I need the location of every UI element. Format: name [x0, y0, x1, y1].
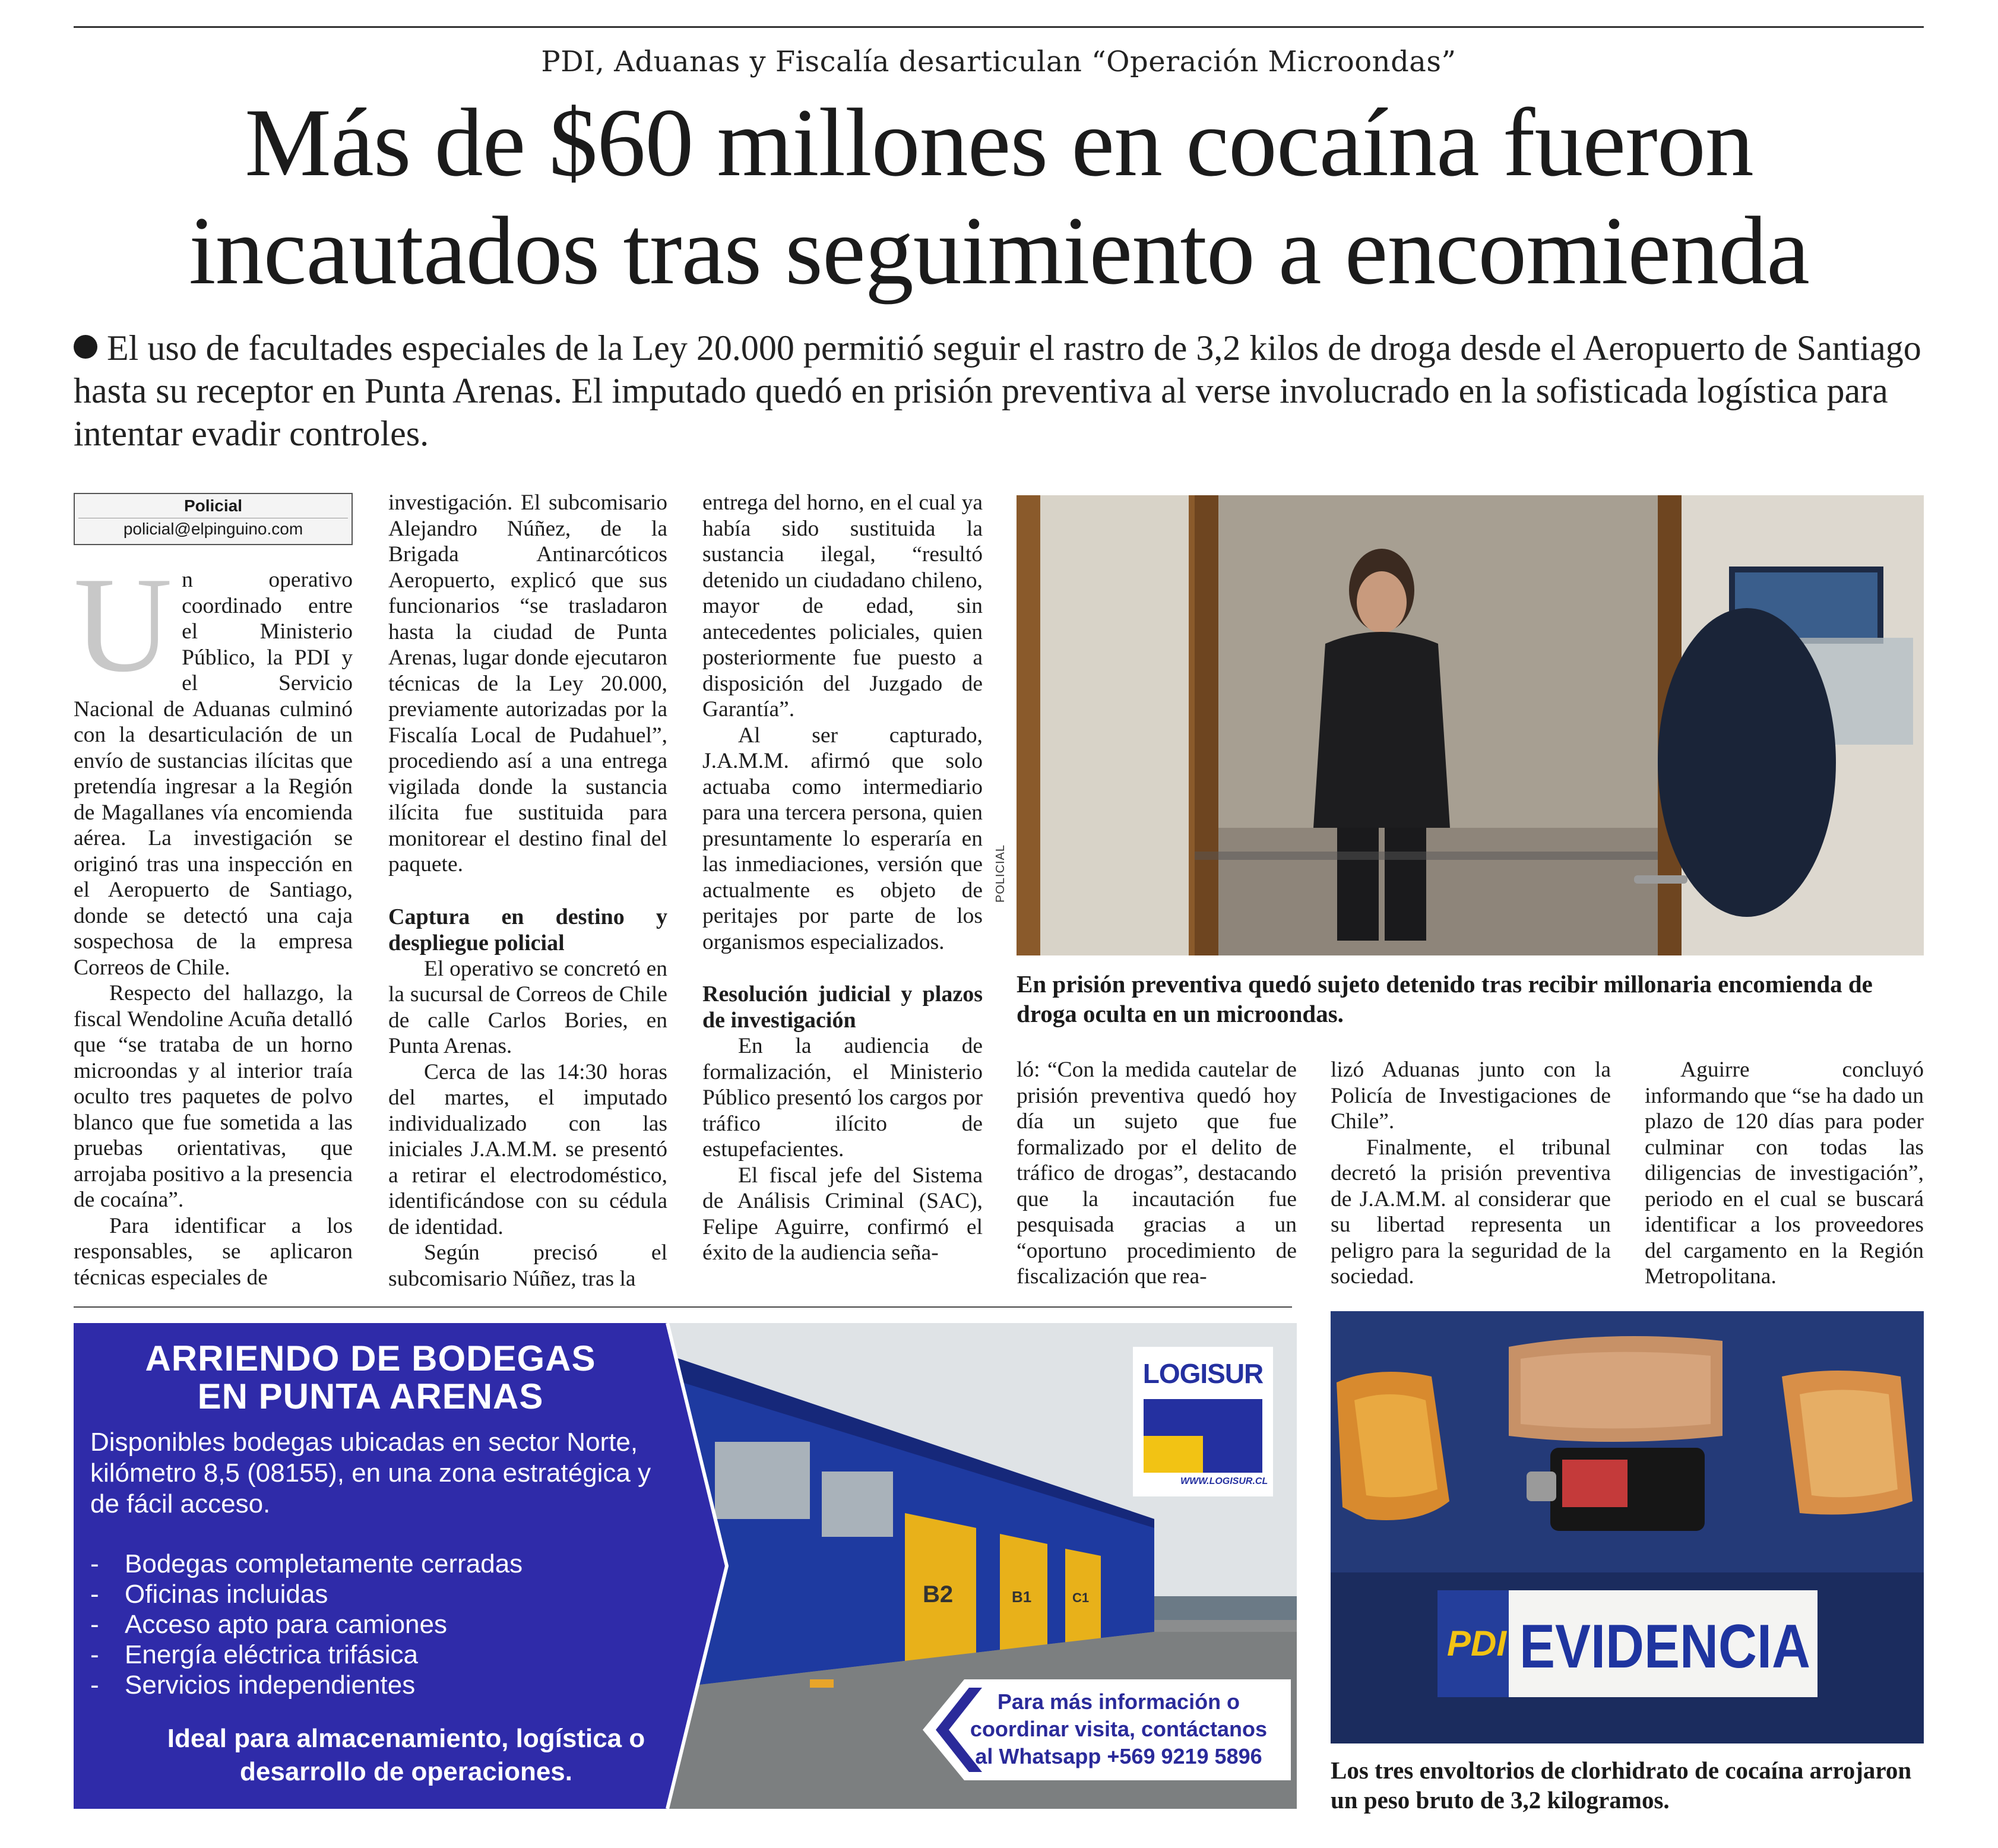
- bay-label: B2: [923, 1581, 954, 1607]
- subheading: Resolución judicial y plazos de investigación: [702, 982, 983, 1033]
- list-item: - Energía eléctrica trifásica: [90, 1640, 684, 1670]
- warehouse-advertisement: [74, 1323, 1297, 1809]
- contact-text: Para más información o coordinar visita, contáctanos al Whatsapp +569 9219 5896: [970, 1689, 1268, 1768]
- article-column-5: [1331, 1057, 1611, 1290]
- paragraph: lizó Aduanas junto con la Policía de Investigaciones de Chile”.: [1331, 1058, 1611, 1134]
- photo-caption: Los tres envoltorios de clorhidrato de cocaína arrojaron un peso bruto de 3,2 kilogramos.: [1331, 1757, 1912, 1814]
- bay-label: C1: [1072, 1590, 1090, 1605]
- paragraph: Al ser capturado, J.A.M.M. afirmó que solo actuaba como intermediario para una tercera persona, quien presuntamente lo esperaría en las inmediaciones, versión que actualmente es objeto de peritajes por parte de los organismos especializados.: [702, 723, 983, 954]
- courtroom-illustration: [1017, 495, 1924, 955]
- article-column-6: [1645, 1057, 1924, 1290]
- list-item: - Acceso apto para camiones: [90, 1609, 684, 1640]
- bay-label: B1: [1012, 1588, 1032, 1606]
- subheading: Captura en destino y despliegue policial: [388, 904, 667, 955]
- article-column-3: [702, 490, 983, 1266]
- article-kicker: PDI, Aduanas y Fiscalía desarticulan “Operación Microondas”: [541, 45, 1456, 78]
- drop-cap: U: [74, 549, 173, 700]
- list-item: - Oficinas incluidas: [90, 1579, 684, 1609]
- ad-tagline: Ideal para almacenamiento, logística o desarrollo de operaciones.: [167, 1724, 645, 1786]
- pdi-badge-text: PDI: [1447, 1624, 1507, 1663]
- logo-url: WWW.LOGISUR.CL: [1180, 1476, 1268, 1486]
- paragraph: El operativo se concretó en la sucursal de Correos de Chile de calle Carlos Bories, en Punta Arenas.: [388, 956, 667, 1058]
- paragraph: ló: “Con la medida cautelar de prisión preventiva quedó hoy día un sujeto que fue formalizado por el delito de tráfico de drogas”, destacando que la incautación fue pesquisada gracias a un “oportuno procedimiento de fiscalización que rea-: [1017, 1058, 1297, 1289]
- logo-wordmark: LOGISUR: [1142, 1358, 1264, 1389]
- article-column-2: [388, 490, 667, 1292]
- top-rule: [74, 26, 1924, 28]
- paragraph: Aguirre concluyó informando que “se ha dado un plazo de 120 días para poder culminar con todas las diligencias de investigación”, periodo en el cual se buscará identificar a los proveedores del cargamento en la Región Metropolitana.: [1645, 1058, 1924, 1289]
- author-email: policial@elpinguino.com: [78, 518, 348, 539]
- paragraph: n operativo coordinado entre el Ministerio Público, la PDI y el Servicio Nacional de Aduanas culminó con la desarticulación de un envío de sustancias ilícitas que pretendía ingresar a la Región de Magallanes vía encomienda aérea. La investigación se originó tras una inspección en el Aeropuerto de Santiago, donde se detectó una caja sospechosa de la empresa Correos de Chile.: [74, 568, 353, 980]
- article-lead: [74, 327, 1924, 455]
- list-item: - Bodegas completamente cerradas: [90, 1549, 684, 1579]
- logo-mark: [1144, 1399, 1262, 1473]
- headline-line-1: Más de $60 millones en cocaína fueron: [245, 89, 1753, 197]
- courtroom-photo: [1017, 495, 1924, 955]
- ad-description: Disponibles bodegas ubicadas en sector Norte, kilómetro 8,5 (08155), en una zona estratégica y de fácil acceso.: [90, 1428, 651, 1518]
- section-label: Policial: [183, 496, 243, 515]
- paragraph: El fiscal jefe del Sistema de Análisis Criminal (SAC), Felipe Aguirre, confirmó el éxito de la audiencia seña-: [702, 1163, 983, 1265]
- ad-feature-list: [90, 1549, 684, 1700]
- bullet-icon: [74, 335, 97, 359]
- photo-caption: En prisión preventiva quedó sujeto detenido tras recibir millonaria encomienda de droga oculta en un microondas.: [1017, 970, 1873, 1027]
- paragraph: Cerca de las 14:30 horas del martes, el imputado individualizado con las iniciales J.A.M.M. se presentó a retirar el electrodoméstico, identificándose con su cédula de identidad.: [388, 1059, 667, 1239]
- paragraph: Respecto del hallazgo, la fiscal Wendoline Acuña detalló que “se trataba de un horno microondas y al interior traía oculto tres paquetes de polvo blanco que fue sometida a las pruebas orientativas, que arrojaba positivo a la presencia de cocaína”.: [74, 981, 353, 1212]
- paragraph: En la audiencia de formalización, el Ministerio Público presentó los cargos por tráfico ilícito de estupefacientes.: [702, 1034, 983, 1162]
- evidence-sign-text: EVIDENCIA: [1519, 1612, 1810, 1681]
- paragraph: entrega del horno, en el cual ya había sido sustituida la sustancia ilegal, “resultó detenido un ciudadano chileno, mayor de edad, sin antecedentes policiales, quien posteriormente fue puesto a disposición del Juzgado de Garantía”.: [702, 491, 983, 722]
- ad-title-line-1: ARRIENDO DE BODEGAS: [145, 1338, 596, 1378]
- paragraph: Finalmente, el tribunal decretó la prisión preventiva de J.A.M.M. al considerar que su libertad representa un peligro para la seguridad de la sociedad.: [1331, 1135, 1611, 1289]
- headline-line-2: incautados tras seguimiento a encomienda: [189, 197, 1809, 305]
- ad-title-line-2: EN PUNTA ARENAS: [197, 1376, 544, 1416]
- paragraph: Según precisó el subcomisario Núñez, tras la: [388, 1241, 667, 1291]
- section-rule: [74, 1306, 1292, 1308]
- paragraph: investigación. El subcomisario Alejandro Núñez, de la Brigada Antinarcóticos Aeropuerto, explicó que sus funcionarios “se trasladaron hasta la ciudad de Punta Arenas, lugar donde ejecutaron técnicas de la Ley 20.000, previamente autorizadas por la Fiscalía Local de Pudahuel”, procediendo así a una entrega vigilada donde la sustancia ilícita fue sustituida para monitorear el destino final del paquete.: [388, 491, 667, 876]
- evidence-photo: [1331, 1311, 1924, 1743]
- article-column-1: [74, 549, 353, 1290]
- logisur-logo: [1133, 1347, 1273, 1496]
- article-column-4: [1017, 1057, 1297, 1290]
- lead-text: El uso de facultades especiales de la Ley 20.000 permitió seguir el rastro de 3,2 kilos de droga desde el Aeropuerto de Santiago hasta su receptor en Punta Arenas. El imputado quedó en prisión preventiva al verse involucrado en la sofisticada logística para intentar evadir controles.: [74, 328, 1921, 453]
- paragraph: Para identificar a los responsables, se aplicaron técnicas especiales de: [74, 1213, 353, 1290]
- evidence-illustration: [1331, 1311, 1924, 1743]
- byline-box: [74, 493, 353, 545]
- ad-title: [74, 1340, 667, 1416]
- photo-credit: POLICIAL: [994, 844, 1007, 903]
- article-headline: [59, 89, 1939, 305]
- list-item: - Servicios independientes: [90, 1670, 684, 1700]
